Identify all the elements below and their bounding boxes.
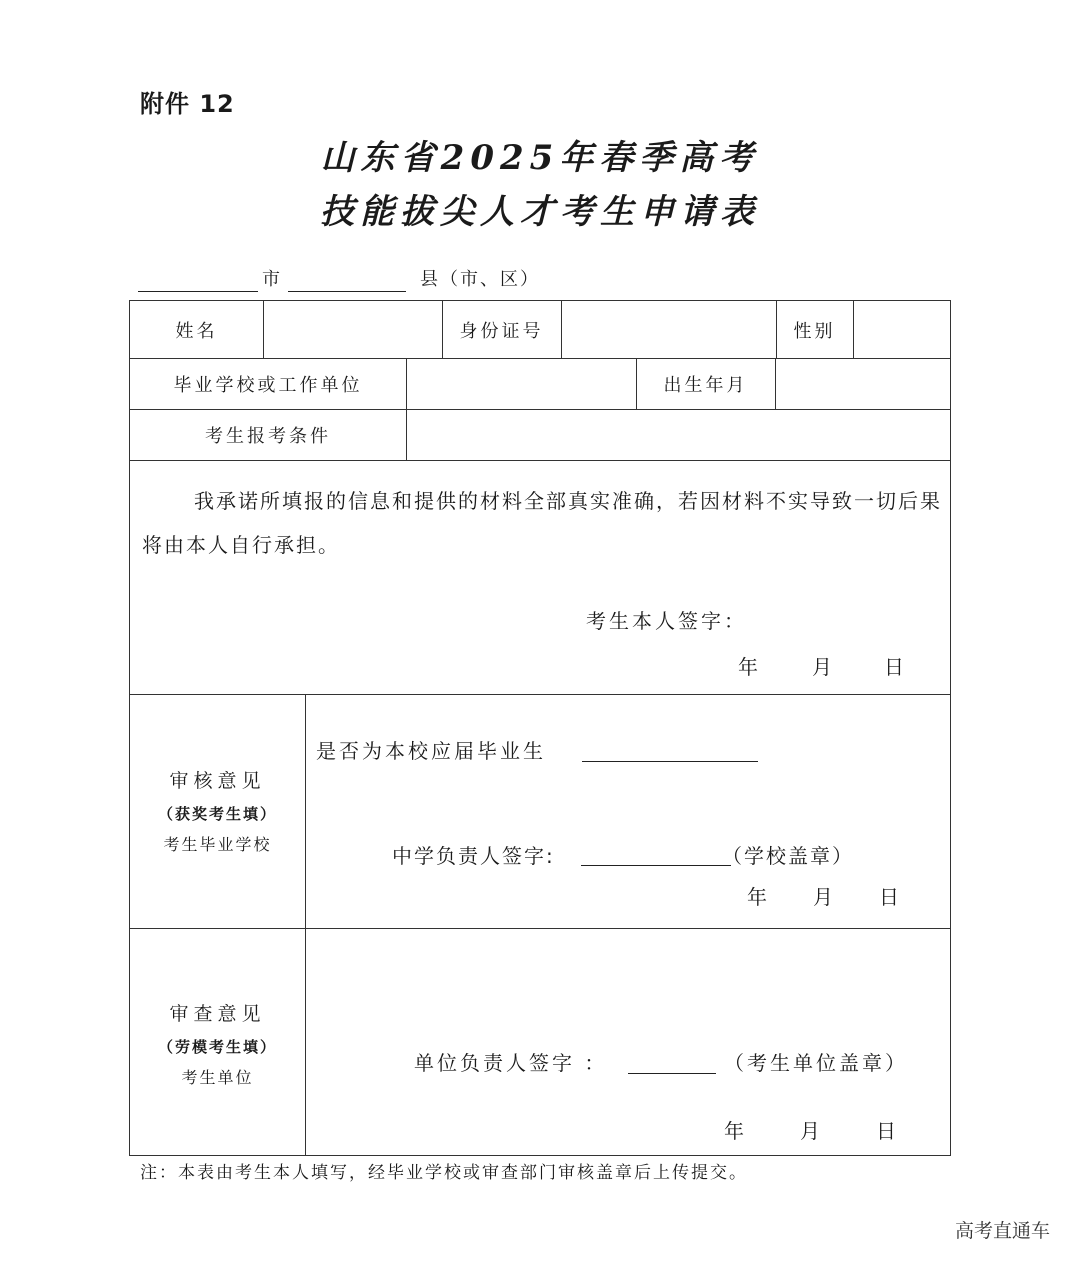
unit-head-signature-blank[interactable]	[628, 1051, 716, 1074]
watermark: 高考直通车	[954, 1220, 1050, 1242]
attachment-label: 附件 12	[140, 90, 235, 118]
gender-label: 性别	[793, 320, 836, 342]
review-paren: （获奖考生填）	[157, 805, 277, 823]
review-side-label	[130, 766, 305, 855]
month-label: 月	[800, 1119, 820, 1143]
condition-label: 考生报考条件	[205, 425, 331, 447]
city-label: 市	[262, 269, 282, 290]
school-stamp-label: （学校盖章）	[722, 844, 854, 868]
inspection-sub: 考生单位	[181, 1068, 254, 1087]
condition-input[interactable]	[406, 409, 950, 460]
application-form-table	[129, 300, 951, 1156]
month-label: 月	[812, 655, 832, 679]
form-title-line-2: 技能拔尖人才考生申请表	[320, 192, 760, 232]
graduate-question: 是否为本校应届毕业生	[316, 739, 546, 763]
inspection-paren: （劳模考生填）	[157, 1038, 277, 1056]
year-label: 年	[724, 1119, 744, 1143]
city-blank[interactable]	[138, 269, 258, 292]
inspection-heading: 审查意见	[169, 1003, 266, 1025]
review-date	[747, 881, 899, 910]
inspection-side-label	[130, 999, 305, 1088]
review-heading: 审核意见	[169, 770, 266, 792]
month-label: 月	[813, 885, 833, 909]
name-input[interactable]	[263, 301, 442, 358]
inspection-date	[724, 1115, 896, 1144]
graduate-answer-blank[interactable]	[582, 737, 758, 762]
county-label: 县（市、区）	[420, 269, 540, 290]
pledge-date	[738, 651, 904, 680]
review-sub: 考生毕业学校	[163, 835, 272, 854]
candidate-signature-label: 考生本人签字：	[586, 609, 747, 633]
county-blank[interactable]	[288, 269, 406, 292]
id-number-label: 身份证号	[459, 320, 544, 342]
id-number-input[interactable]	[561, 301, 776, 358]
school-or-employer-input[interactable]	[406, 358, 636, 409]
name-label: 姓名	[175, 320, 218, 342]
birth-input[interactable]	[775, 358, 950, 409]
footnote: 注：本表由考生本人填写，经毕业学校或审查部门审核盖章后上传提交。	[140, 1163, 748, 1183]
gender-input[interactable]	[853, 301, 950, 358]
form-title-line-1: 山东省2025年春季高考	[320, 138, 760, 178]
unit-stamp-label: （考生单位盖章）	[724, 1051, 908, 1075]
year-label: 年	[738, 655, 758, 679]
unit-head-signature-label: 单位负责人签字 ：	[414, 1051, 608, 1075]
region-line	[138, 268, 544, 292]
pledge-text: 我承诺所填报的信息和提供的材料全部真实准确，若因材料不实导致一切后果将由本人自行承担。	[142, 489, 942, 557]
day-label: 日	[876, 1119, 896, 1143]
school-head-signature-label: 中学负责人签字:	[392, 844, 555, 868]
birth-label: 出生年月	[663, 374, 748, 396]
year-label: 年	[747, 885, 767, 909]
day-label: 日	[884, 655, 904, 679]
school-head-signature-blank[interactable]	[581, 843, 731, 866]
school-or-employer-label: 毕业学校或工作单位	[173, 374, 363, 396]
day-label: 日	[879, 885, 899, 909]
